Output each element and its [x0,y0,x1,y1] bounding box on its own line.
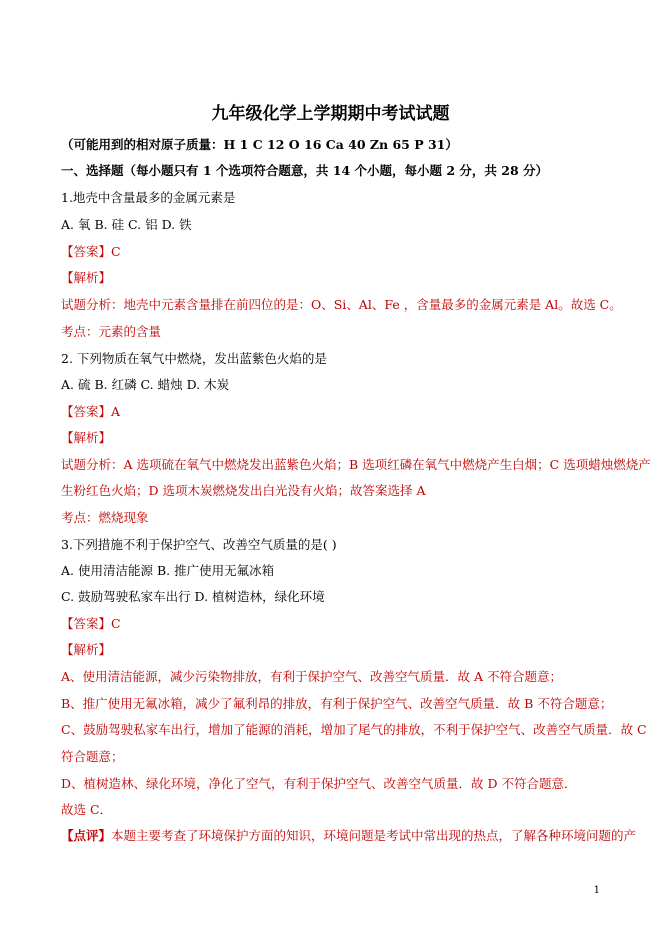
question-1-stem: 1.地壳中含量最多的金属元素是 [61,190,236,205]
page-number: 1 [593,885,600,896]
atomic-mass-note: （可能用到的相对原子质量：H 1 C 12 O 16 Ca 40 Zn 65 P 31） [61,137,458,152]
comment-text: 本题主要考查了环境保护方面的知识，环境问题是考试中常出现的热点，了解各种环境问题的产 [111,828,637,843]
question-2-analysis-label: 【解析】 [61,430,112,445]
section-heading: 一、选择题（每小题只有 1 个选项符合题意，共 14 个小题，每小题 2 分，共 28 分） [61,163,549,178]
question-2-answer: 【答案】A [61,404,121,419]
question-1-analysis-label: 【解析】 [61,270,112,285]
question-1-options: A. 氧 B. 硅 C. 铝 D. 铁 [61,217,192,232]
question-3-analysis-b: B、推广使用无氟冰箱，减少了氟利昂的排放，有利于保护空气、改善空气质量．故 B 不符合题意； [61,696,613,711]
question-2-options: A. 硫 B. 红磷 C. 蜡烛 D. 木炭 [61,377,230,392]
question-3-answer: 【答案】C [61,616,121,631]
question-3-analysis-a: A、使用清洁能源，减少污染物排放，有利于保护空气、改善空气质量．故 A 不符合题意； [61,669,563,684]
question-2-analysis-line-1: 试题分析：A 选项硫在氧气中燃烧发出蓝紫色火焰；B 选项红磷在氧气中燃烧产生白烟；C 选项蜡烛燃烧产 [61,457,651,472]
question-3-analysis-c-1: C、鼓励驾驶私家车出行，增加了能源的消耗，增加了尾气的排放，不利于保护空气、改善空气质量．故 C [61,722,647,737]
question-3-analysis-d: D、植树造林、绿化环境，净化了空气，有利于保护空气、改善空气质量．故 D 不符合题意． [61,776,577,791]
page-title: 九年级化学上学期期中考试试题 [211,104,450,124]
question-3-options-line-2: C. 鼓励驾驶私家车出行 D. 植树造林，绿化环境 [61,589,325,604]
question-3-stem: 3.下列措施不利于保护空气、改善空气质量的是( ) [61,537,337,552]
comment-label: 【点评】 [61,828,112,843]
question-3-analysis-label: 【解析】 [61,642,112,657]
question-1-point: 考点：元素的含量 [61,324,162,339]
question-3-analysis-c-2: 符合题意； [61,749,124,764]
question-3-comment [61,828,637,844]
question-1-analysis: 试题分析：地壳中元素含量排在前四位的是：O、Si、Al、Fe ，含量最多的金属元素是 Al。故选 C。 [61,297,622,312]
question-1-answer: 【答案】C [61,244,121,259]
question-3-choose: 故选 C． [61,802,113,817]
question-3-options-line-1: A. 使用清洁能源 B. 推广使用无氟冰箱 [61,563,275,578]
question-2-point: 考点：燃烧现象 [61,510,149,525]
question-2-stem: 2. 下列物质在氧气中燃烧，发出蓝紫色火焰的是 [61,351,327,366]
question-2-analysis-line-2: 生粉红色火焰；D 选项木炭燃烧发出白光没有火焰；故答案选择 A [61,483,426,498]
